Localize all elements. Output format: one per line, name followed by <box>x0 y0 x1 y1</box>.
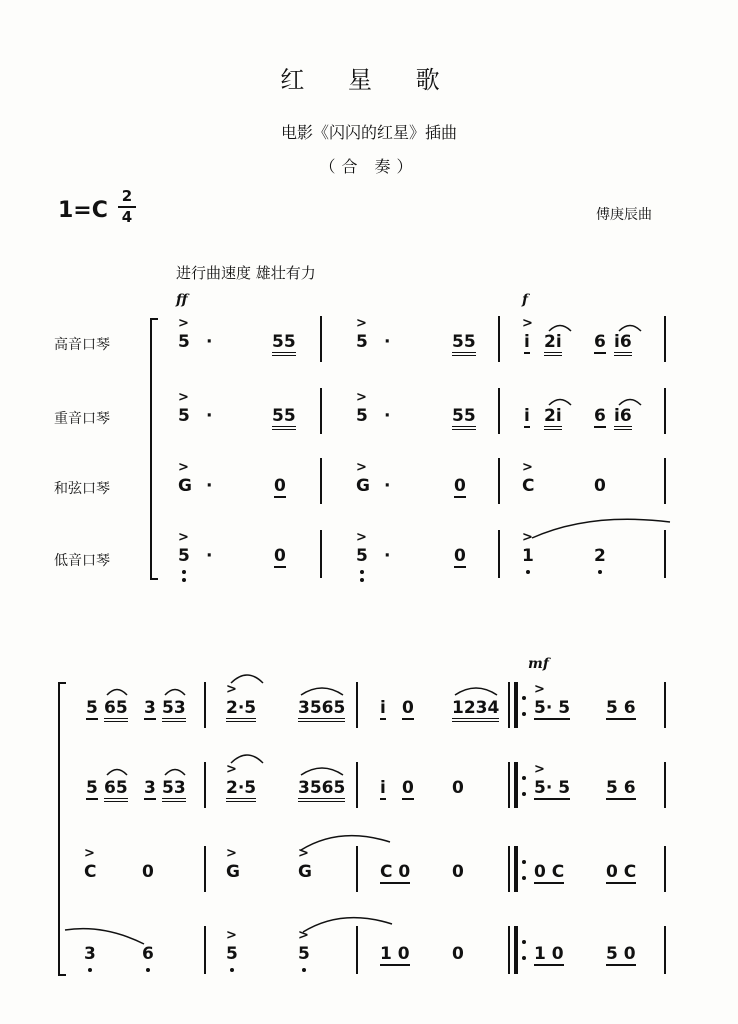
chord-symbol: G <box>178 476 192 496</box>
note-group: 55 <box>272 332 296 356</box>
note: 5 <box>356 332 368 352</box>
accent-mark: > <box>178 390 189 405</box>
low-octave-dot <box>146 968 150 972</box>
slur <box>618 322 642 332</box>
note: 3 <box>144 778 156 798</box>
note: 5 <box>178 546 190 566</box>
barline <box>356 762 358 808</box>
accent-mark: > <box>226 846 237 861</box>
note-group: 65 <box>104 778 128 802</box>
barline <box>664 316 666 362</box>
note-dot: · <box>384 546 391 566</box>
note-group: 1234 <box>452 698 499 722</box>
barline <box>204 762 206 808</box>
note: 5 <box>86 698 98 718</box>
ensemble-label: （合 奏） <box>319 157 419 176</box>
slur <box>230 670 264 684</box>
instrument-label-baritone: 重音口琴 <box>54 411 110 427</box>
note-group: 55 <box>452 406 476 430</box>
rest: 0 <box>452 862 464 882</box>
time-signature-bottom: 4 <box>121 208 133 226</box>
note: i <box>380 698 386 718</box>
accent-mark: > <box>178 316 189 331</box>
note: 3 <box>84 944 96 964</box>
note-dot: · <box>206 406 213 426</box>
instrument-label-chord: 和弦口琴 <box>54 481 110 497</box>
note-dot: · <box>206 332 213 352</box>
note: 6 <box>594 332 606 352</box>
slur <box>300 764 344 776</box>
rest: 0 <box>402 698 414 718</box>
note-dot: · <box>206 476 213 496</box>
slur <box>454 684 498 696</box>
note-group: 2i <box>544 332 562 356</box>
tempo-marking: 进行曲速度 雄壮有力 <box>176 264 316 282</box>
barline <box>498 316 500 362</box>
rest: 0 <box>452 778 464 798</box>
note: 5 <box>178 332 190 352</box>
note-group: 55 <box>452 332 476 356</box>
low-octave-dot <box>182 578 186 582</box>
rest: 0 <box>142 862 154 882</box>
rest: 0 <box>454 546 466 566</box>
note: 5 <box>298 944 310 964</box>
slur <box>106 686 128 696</box>
repeat-dot <box>522 696 526 700</box>
repeat-dot <box>522 792 526 796</box>
note: i <box>380 778 386 798</box>
rest: 0 <box>452 944 464 964</box>
accent-mark: > <box>178 460 189 475</box>
song-title: 红 星 歌 <box>280 66 458 94</box>
barline <box>204 846 206 892</box>
note-group: 5· 5 <box>534 778 571 798</box>
low-octave-dot <box>360 570 364 574</box>
instrument-label-bass: 低音口琴 <box>54 553 110 569</box>
slur <box>164 766 186 776</box>
repeat-dot <box>522 956 526 960</box>
note-group: 3565 <box>298 698 345 722</box>
song-subtitle: 电影《闪闪的红星》插曲 <box>280 123 457 142</box>
note-group: 3565 <box>298 778 345 802</box>
accent-mark: > <box>534 762 545 777</box>
accent-mark: > <box>534 682 545 697</box>
barline <box>498 530 500 578</box>
instrument-label-treble: 高音口琴 <box>54 337 110 353</box>
barline <box>320 458 322 504</box>
note: 6 <box>142 944 154 964</box>
slur <box>548 322 572 332</box>
note-dot: · <box>206 546 213 566</box>
barline <box>664 926 666 974</box>
note: i <box>524 406 530 426</box>
note-group: 0 C <box>534 862 565 882</box>
low-octave-dot <box>302 968 306 972</box>
repeat-barline <box>508 682 510 728</box>
accent-mark: > <box>522 460 533 475</box>
note: 5 <box>86 778 98 798</box>
barline <box>664 762 666 808</box>
barline <box>204 926 206 974</box>
note-group: 5 6 <box>606 778 636 798</box>
repeat-dot <box>522 940 526 944</box>
slur <box>548 396 572 406</box>
time-signature-top: 2 <box>121 187 133 205</box>
barline <box>320 530 322 578</box>
repeat-dot <box>522 876 526 880</box>
repeat-dot <box>522 776 526 780</box>
repeat-barline-thick <box>514 682 518 728</box>
slur <box>230 750 264 764</box>
accent-mark: > <box>298 846 309 861</box>
barline <box>356 682 358 728</box>
barline <box>320 316 322 362</box>
note: i <box>524 332 530 352</box>
low-octave-dot <box>360 578 364 582</box>
note-dot: · <box>384 406 391 426</box>
rest: 0 <box>594 476 606 496</box>
note-group: 0 C <box>606 862 637 882</box>
slur <box>618 396 642 406</box>
accent-mark: > <box>84 846 95 861</box>
slur <box>106 766 128 776</box>
note-group: 2·5 <box>226 698 256 722</box>
low-octave-dot <box>88 968 92 972</box>
low-octave-dot <box>526 570 530 574</box>
chord-symbol: G <box>298 862 312 882</box>
note-group: i6 <box>614 406 632 430</box>
repeat-barline-thick <box>514 846 518 892</box>
note-group: C 0 <box>380 862 411 882</box>
rest: 0 <box>402 778 414 798</box>
accent-mark: > <box>356 390 367 405</box>
accent-mark: > <box>356 316 367 331</box>
accent-mark: > <box>298 928 309 943</box>
rest: 0 <box>274 476 286 496</box>
system1-bracket <box>150 318 158 580</box>
note: 5 <box>178 406 190 426</box>
slur <box>300 832 392 852</box>
note-group: 53 <box>162 778 186 802</box>
repeat-dot <box>522 712 526 716</box>
low-octave-dot <box>230 968 234 972</box>
note-group: 1 0 <box>380 944 410 964</box>
slur <box>164 686 186 696</box>
dynamic-f: f <box>522 292 529 308</box>
accent-mark: > <box>226 762 237 777</box>
accent-mark: > <box>226 928 237 943</box>
accent-mark: > <box>226 682 237 697</box>
barline <box>664 458 666 504</box>
note: 2 <box>594 546 606 566</box>
low-octave-dot <box>182 570 186 574</box>
note-dot: · <box>384 332 391 352</box>
repeat-barline <box>508 846 510 892</box>
note-group: 5· 5 <box>534 698 571 718</box>
accent-mark: > <box>356 460 367 475</box>
slur <box>302 914 394 934</box>
barline <box>664 388 666 434</box>
accent-mark: > <box>178 530 189 545</box>
rest: 0 <box>274 546 286 566</box>
note: 3 <box>144 698 156 718</box>
repeat-barline-thick <box>514 762 518 808</box>
slur <box>64 926 146 946</box>
note-group: i6 <box>614 332 632 356</box>
low-octave-dot <box>598 570 602 574</box>
barline <box>664 846 666 892</box>
note-group: 2i <box>544 406 562 430</box>
note: 6 <box>594 406 606 426</box>
dynamic-mf: mf <box>528 656 549 672</box>
composer: 傅庚辰曲 <box>596 207 652 223</box>
note: 5 <box>226 944 238 964</box>
slur <box>300 684 344 696</box>
accent-mark: > <box>356 530 367 545</box>
repeat-barline <box>508 926 510 974</box>
note: 5 <box>356 406 368 426</box>
chord-symbol: G <box>356 476 370 496</box>
note-group: 1 0 <box>534 944 564 964</box>
chord-symbol: C <box>84 862 97 882</box>
note-group: 5 0 <box>606 944 636 964</box>
chord-symbol: G <box>226 862 240 882</box>
time-signature <box>118 188 136 226</box>
barline <box>664 682 666 728</box>
rest: 0 <box>454 476 466 496</box>
barline <box>498 458 500 504</box>
barline <box>320 388 322 434</box>
note-group: 55 <box>272 406 296 430</box>
note-group: 5 6 <box>606 698 636 718</box>
repeat-barline <box>508 762 510 808</box>
note-group: 53 <box>162 698 186 722</box>
barline <box>498 388 500 434</box>
note-group: 65 <box>104 698 128 722</box>
dynamic-ff: ff <box>176 292 188 308</box>
note-group: 2·5 <box>226 778 256 802</box>
barline <box>204 682 206 728</box>
note-dot: · <box>384 476 391 496</box>
note: 1 <box>522 546 534 566</box>
slur <box>530 516 672 540</box>
repeat-barline-thick <box>514 926 518 974</box>
barline <box>356 846 358 892</box>
accent-mark: > <box>522 530 533 545</box>
note: 5 <box>356 546 368 566</box>
chord-symbol: C <box>522 476 535 496</box>
accent-mark: > <box>522 316 533 331</box>
key-signature: 1=C <box>58 198 108 223</box>
repeat-dot <box>522 860 526 864</box>
